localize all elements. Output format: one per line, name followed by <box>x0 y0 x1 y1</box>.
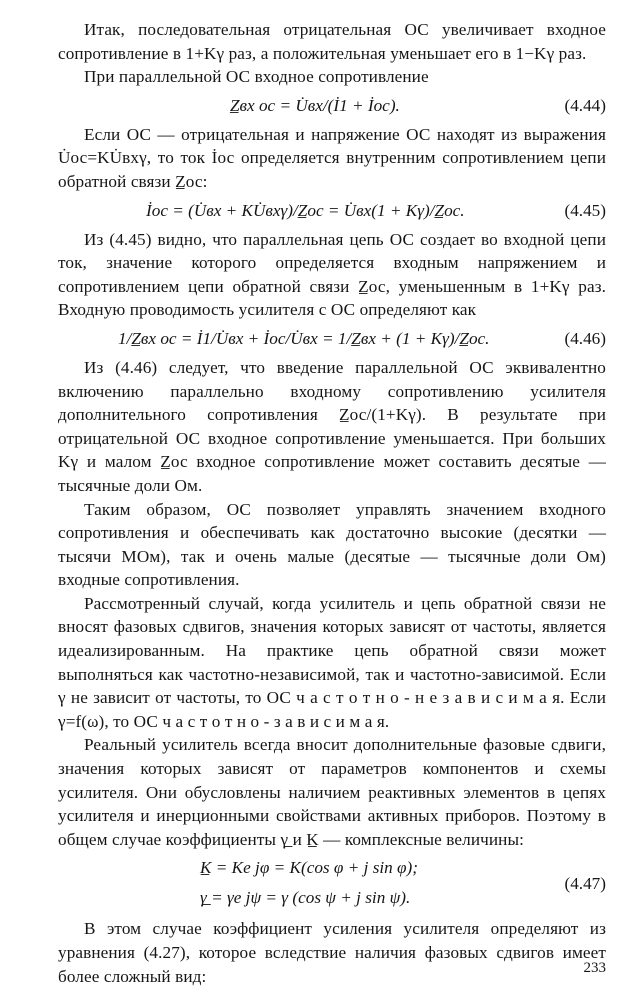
paragraph-2: При параллельной ОС входное сопротивление <box>84 67 429 87</box>
paragraph-9: В этом случае коэффициент усиления усилителя определяют из уравнения (4.27), которое вследствие наличия фазовых сдвигов имеет более сложный вид: <box>58 919 606 986</box>
paragraph-7: Рассмотренный случай, когда усилитель и цепь обратной связи не вносят фазовых сдвигов, значения которых зависят от частоты, является идеализированным. На практике цепь обратной связи может выполняться как частотно-независимой, так и частотно-зависимой. Если γ не зависит от частоты, то ОС ч а с т о т н о - н е з а в и с и м а я. Если γ=f(ω), то ОС ч а с т о т н о - з а в и с и м а я. <box>58 593 606 731</box>
equation-4-46-body: 1/Z̲вх ос = İ1/U̇вх + İос/U̇вх = 1/Z̲вх + (1 + Kγ)/Z̲ос. <box>118 328 490 348</box>
paragraph-4: Из (4.45) видно, что параллельная цепь ОС создает во входной цепи ток, значение которого определяется входным напряжением и сопротивлением цепи обратной связи Z̲ос, уменьшенным в 1+Kγ раз. Входную проводимость усилителя с ОС определяют как <box>58 229 606 320</box>
equation-4-46-number: (4.46) <box>564 328 606 348</box>
equation-4-47-line-2: γ̲ = γe jψ = γ (cos ψ + j sin ψ). <box>200 888 411 908</box>
page-number: 233 <box>583 960 606 976</box>
equation-4-46 <box>58 322 606 356</box>
equation-4-47-line-1: K̲ = Ke jφ = K(cos φ + j sin φ); <box>200 858 418 878</box>
equation-4-44-number: (4.44) <box>564 95 606 115</box>
equation-4-45 <box>58 194 606 228</box>
paragraph-1: Итак, последовательная отрицательная ОС увеличивает входное сопротивление в 1+Kγ раз, а положительная уменьшает его в 1−Kγ раз. <box>58 20 606 63</box>
page-body <box>58 18 606 988</box>
equation-4-47-number: (4.47) <box>564 874 606 894</box>
equation-4-44 <box>58 89 606 123</box>
equation-4-45-body: İос = (U̇вх + KU̇вхγ)/Z̲ос = U̇вх(1 + Kγ)/Z̲ос. <box>146 200 465 220</box>
paragraph-8: Реальный усилитель всегда вносит дополнительные фазовые сдвиги, значения которых зависят от параметров компонентов и схемы усилителя. Они обусловлены наличием реактивных элементов в цепях усилителя и инерционными свойствами активных приборов. Поэтому в общем случае коэффициенты γ̲ и K̲ — комплексные величины: <box>58 735 606 849</box>
equation-4-44-body: Z̲вх ос = U̇вх/(İ1 + İос). <box>230 95 400 115</box>
paragraph-6: Таким образом, ОС позволяет управлять значением входного сопротивления и обеспечивать как достаточно высокие (десятки — тысячи МОм), так и очень малые (десятые — тысячные доли Ом) входные сопротивления. <box>58 499 606 590</box>
paragraph-5: Из (4.46) следует, что введение параллельной ОС эквивалентно включению параллельно входному сопротивлению усилителя дополнительного сопротивления Z̲ос/(1+Kγ). В результате при отрицательной ОС входное сопротивление уменьшается. При больших Kγ и малом Z̲ос входное сопротивление может составить десятые — тысячные доли Ом. <box>58 357 606 495</box>
paragraph-3: Если ОС — отрицательная и напряжение ОС находят из выражения U̇ос=KU̇вхγ, то ток İос определяется внутренним сопротивлением цепи обратной связи Z̲ос: <box>58 124 606 191</box>
equation-4-47 <box>58 851 606 917</box>
equation-4-45-number: (4.45) <box>564 200 606 220</box>
